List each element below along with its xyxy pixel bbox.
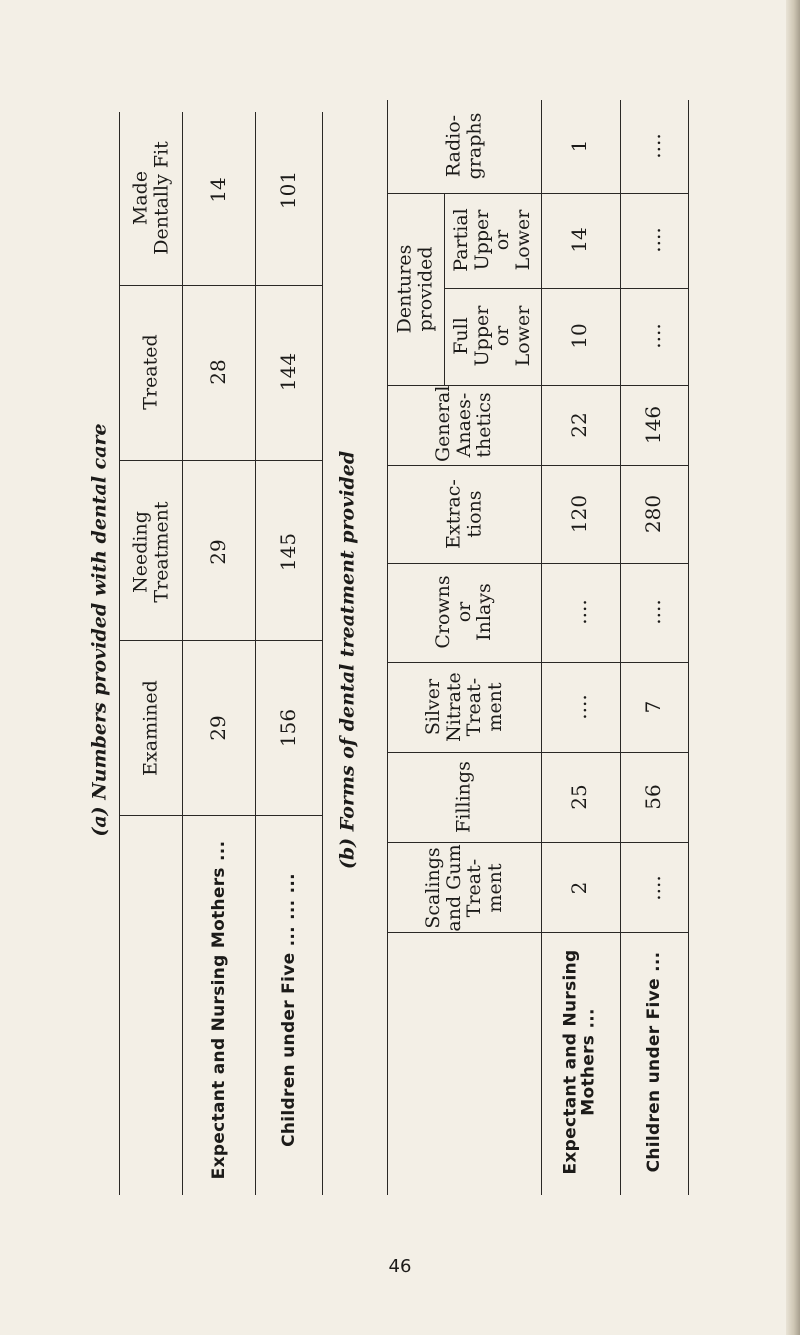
table-cell: .... (641, 133, 666, 159)
table-cell: .... (641, 875, 666, 901)
table-cell: 14 (567, 227, 592, 253)
table-cell: .... (641, 227, 666, 253)
table-cell: 7 (641, 700, 666, 714)
col-header-silver-nitrate: Silver Nitrate Treat- ment (421, 672, 506, 742)
col-header-dentures-provided: Dentures provided (393, 244, 436, 334)
table-cell: .... (641, 323, 666, 349)
col-header-fillings: Fillings (452, 761, 475, 833)
col-header-radiographs: Radio- graphs (442, 112, 485, 180)
row-label-children-under-five: Children under Five ... ... ... (278, 873, 299, 1147)
col-header-scalings: Scalings and Gum Treat- ment (421, 844, 506, 932)
col-header-made-dentally-fit: Made Dentally Fit (129, 141, 172, 255)
col-header-extractions: Extrac- tions (442, 479, 485, 549)
page-number: 46 (388, 1256, 412, 1277)
table-cell: 28 (206, 359, 231, 385)
table-cell: 146 (641, 405, 666, 445)
table-cell: .... (641, 599, 666, 625)
col-header-dentures-partial: Partial Upper or Lower (449, 208, 534, 272)
table-cell: 29 (206, 715, 231, 741)
col-header-treated: Treated (139, 334, 162, 410)
table-cell: 2 (567, 881, 592, 895)
row-label-children-under-five: Children under Five ... (643, 951, 664, 1173)
col-header-general-anaesthetics: General Anaes- thetics (432, 385, 496, 462)
row-label-expectant-mothers: Expectant and Nursing Mothers ... (560, 949, 599, 1175)
table-cell: 156 (276, 708, 301, 748)
table-cell: 144 (276, 352, 301, 392)
col-header-crowns-inlays: Crowns or Inlays (432, 575, 496, 649)
table-cell: .... (567, 694, 592, 720)
table-cell: 10 (567, 323, 592, 349)
table-cell: 101 (276, 170, 301, 210)
col-header-examined: Examined (139, 680, 162, 776)
table-a-caption: (a) Numbers provided with dental care (88, 423, 111, 837)
table-cell: 145 (276, 532, 301, 572)
table-cell: 29 (206, 539, 231, 565)
table-b-caption: (b) Forms of dental treatment provided (336, 450, 359, 870)
table-cell: 280 (641, 494, 666, 534)
table-cell: 22 (567, 412, 592, 438)
table-cell: 14 (206, 177, 231, 203)
col-header-needing-treatment: Needing Treatment (129, 501, 172, 603)
col-header-dentures-full: Full Upper or Lower (449, 305, 534, 367)
table-cell: 25 (567, 784, 592, 810)
row-label-expectant-mothers: Expectant and Nursing Mothers ... (208, 840, 229, 1180)
table-cell: 120 (567, 494, 592, 534)
table-cell: 56 (641, 784, 666, 810)
table-cell: .... (567, 599, 592, 625)
page-edge-shadow (786, 0, 800, 1335)
table-cell: 1 (567, 139, 592, 153)
